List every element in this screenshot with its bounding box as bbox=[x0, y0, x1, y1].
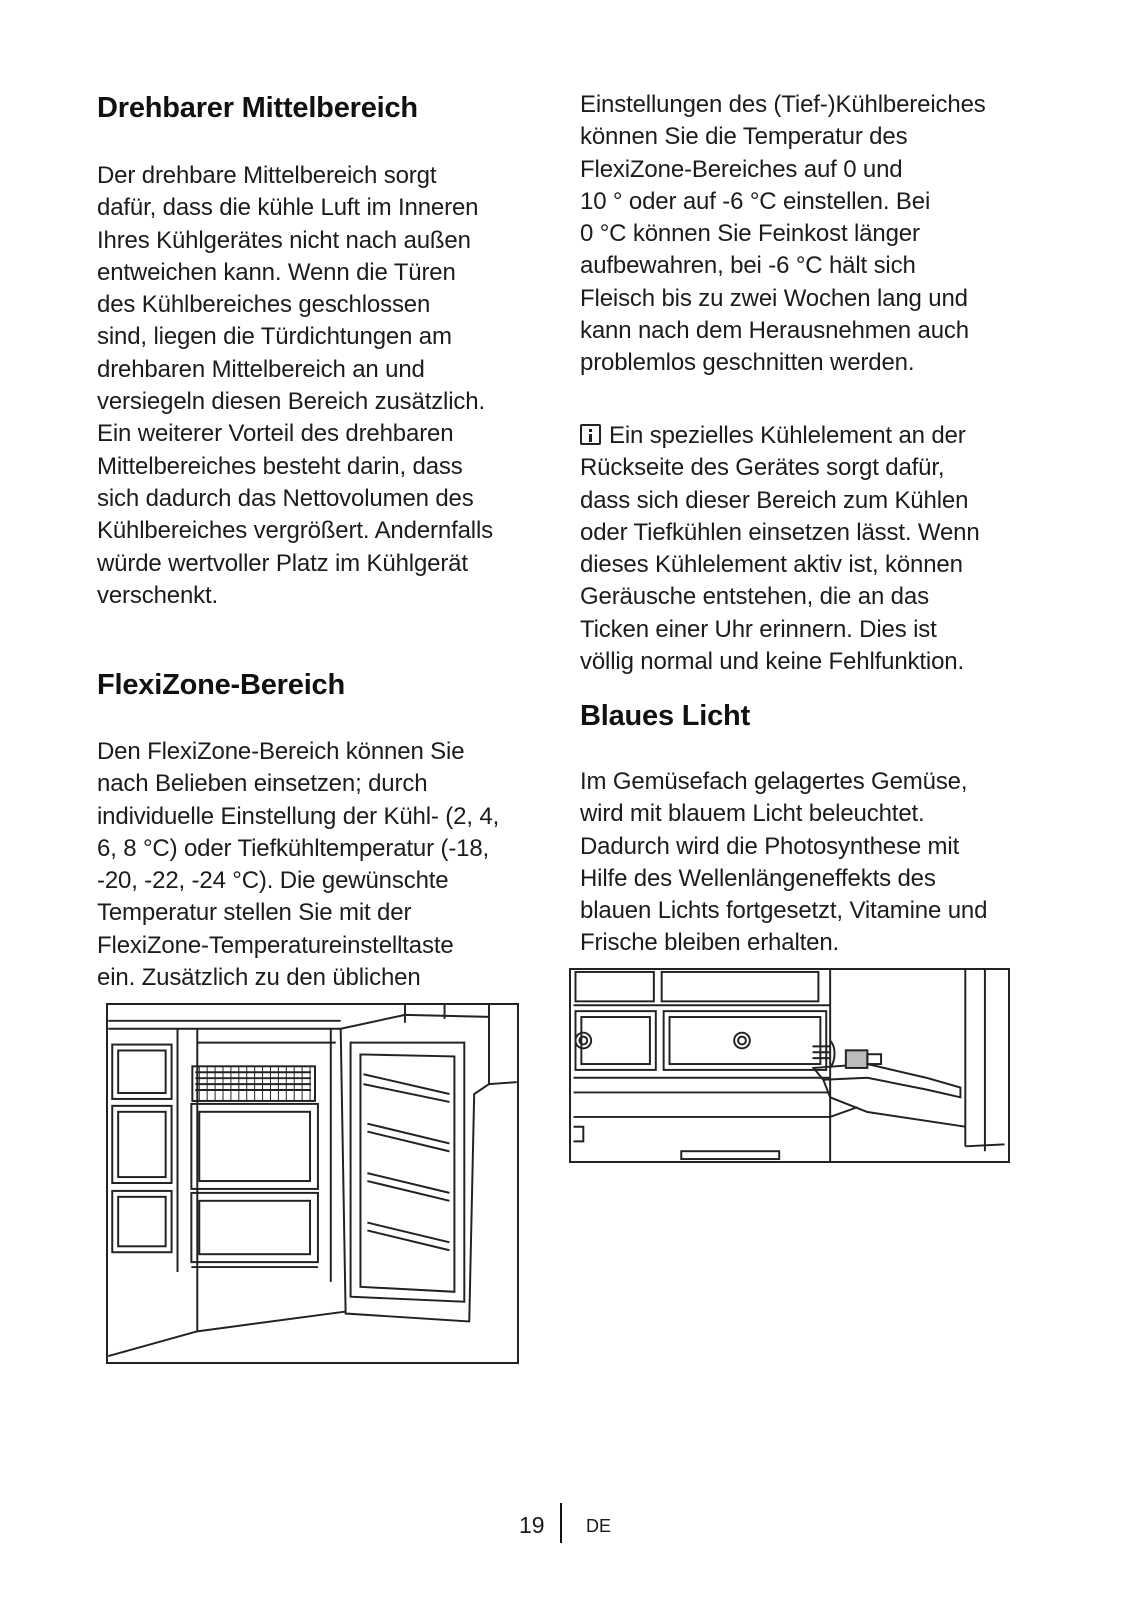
language-label: DE bbox=[586, 1516, 612, 1536]
figure-flexizone-illustration bbox=[106, 1003, 519, 1364]
info-icon bbox=[580, 424, 601, 445]
paragraph-blaues-licht: Im Gemüsefach gelagertes Gemüse, wird mit blauem Licht beleuchtet. Dadurch wird die Photosynthese mit Hilfe des Wellenlängeneffekts des blauen Lichts fortgesetzt, Vitamine und Frische bleiben erhalten. bbox=[580, 768, 988, 957]
fridge-flexizone-drawing bbox=[108, 1005, 517, 1362]
footer-divider bbox=[560, 1503, 562, 1543]
paragraph-flexizone-bereich: Den FlexiZone-Bereich können Sie nach Belieben einsetzen; durch individuelle Einstellung der Kühl- (2, 4, 6, 8 °C) oder Tiefkühltemperatur (-18, -20, -22, -24 °C). Die gewünschte Temperatur stellen Sie mit der FlexiZone-Temperatureinstelltaste ein. Zusätzlich zu den üblichen bbox=[97, 738, 500, 992]
page-number: 19 bbox=[519, 1512, 545, 1538]
figure-blue-light-illustration bbox=[569, 968, 1010, 1163]
note-kuehlelement bbox=[580, 420, 980, 678]
note-text: Ein spezielles Kühlelement an der Rückseite des Gerätes sorgt dafür, dass sich dieser Bereich zum Kühlen oder Tiefkühlen einsetzen lässt. Wenn dieses Kühlelement aktiv ist, können Geräusche entstehen, die an das Ticken einer Uhr erinnern. Dies ist völlig normal und keine Fehlfunktion. bbox=[580, 422, 980, 676]
heading-flexizone-bereich: FlexiZone-Bereich bbox=[97, 669, 345, 701]
heading-blaues-licht: Blaues Licht bbox=[580, 700, 751, 732]
paragraph-einstellungen: Einstellungen des (Tief-)Kühlbereiches können Sie die Temperatur des FlexiZone-Bereiches auf 0 und 10 ° oder auf -6 °C einstellen. Bei 0 °C können Sie Feinkost länger aufbewahren, bei -6 °C hält sich Fleisch bis zu zwei Wochen lang und kann nach dem Herausnehmen auch problemlos geschnitten werden. bbox=[580, 91, 986, 377]
paragraph-drehbarer-mittelbereich: Der drehbare Mittelbereich sorgt dafür, dass die kühle Luft im Inneren Ihres Kühlgerätes nicht nach außen entweichen kann. Wenn die Türen des Kühlbereiches geschlossen sind, liegen die Türdichtungen am drehbaren Mittelbereich an und versiegeln diesen Bereich zusätzlich. Ein weiterer Vorteil des drehbaren Mittelbereiches besteht darin, dass sich dadurch das Nettovolumen des Kühlbereiches vergrößert. Andernfalls würde wertvoller Platz im Kühlgerät verschenkt. bbox=[97, 162, 493, 609]
crisper-blue-light-drawing bbox=[571, 970, 1008, 1161]
heading-drehbarer-mittelbereich: Drehbarer Mittelbereich bbox=[97, 92, 418, 124]
